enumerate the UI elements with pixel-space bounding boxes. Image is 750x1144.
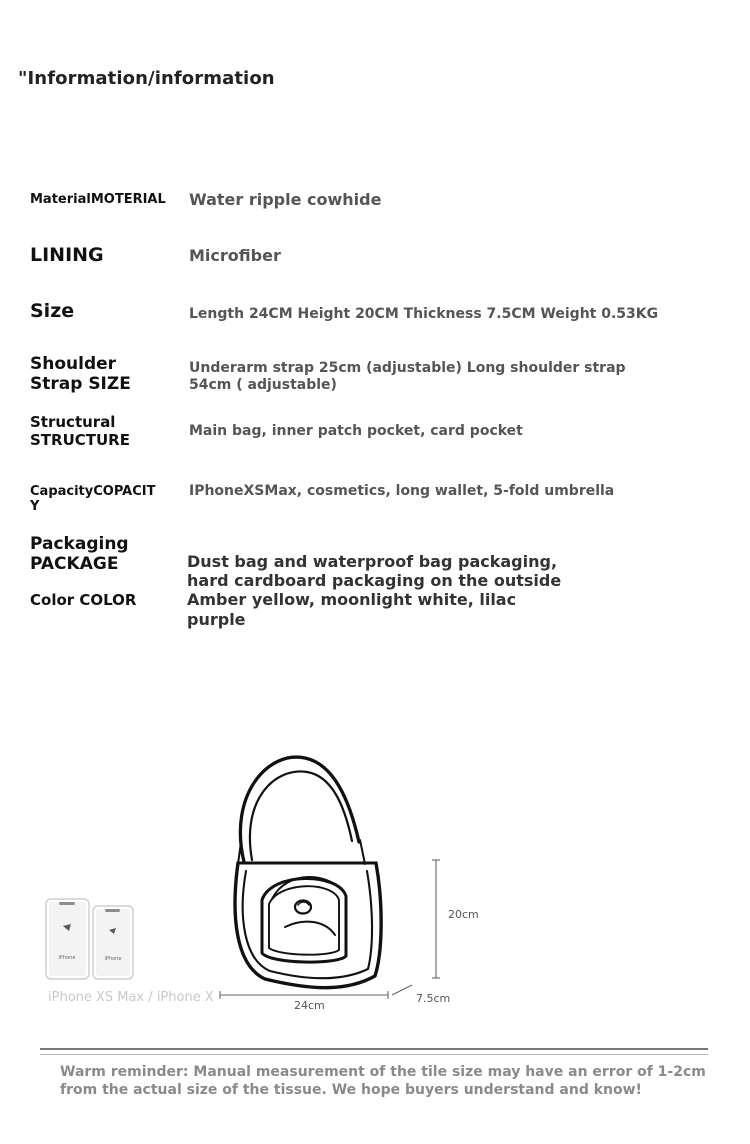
- label-strap-size: Shoulder Strap SIZE: [30, 354, 131, 395]
- value-capacity: IPhoneXSMax, cosmetics, long wallet, 5-fold umbrella: [189, 483, 615, 499]
- svg-text:iPhone: iPhone: [104, 956, 122, 962]
- value-material: Water ripple cowhide: [189, 190, 382, 209]
- label-lining: LINING: [30, 244, 104, 266]
- length-dimension-label: 24cm: [294, 999, 325, 1012]
- label-structure: Structural STRUCTURE: [30, 413, 130, 449]
- warm-reminder-note: Warm reminder: Manual measurement of the tile size may have an error of 1-2cm from the actual size of the tissue. We hope buyers understand and know!: [60, 1064, 706, 1098]
- value-package: Dust bag and waterproof bag packaging, hard cardboard packaging on the outside Amber yellow, moonlight white, lilac purple: [187, 552, 562, 629]
- phone-iphone-x-icon: [93, 906, 133, 979]
- label-capacity: CapacityCOPACIT Y: [30, 484, 156, 515]
- label-package: Packaging PACKAGE: [30, 534, 129, 575]
- divider-line-secondary: [40, 1054, 708, 1055]
- label-material: MaterialMOTERIAL: [30, 192, 166, 207]
- value-strap-size: Underarm strap 25cm (adjustable) Long shoulder strap 54cm ( adjustable): [189, 360, 626, 393]
- divider-line: [40, 1048, 708, 1050]
- value-size: Length 24CM Height 20CM Thickness 7.5CM Weight 0.53KG: [189, 306, 659, 322]
- handbag-line-drawing: [235, 757, 381, 988]
- page-title: "Information/information: [18, 68, 275, 89]
- phone-size-caption: iPhone XS Max / iPhone X: [48, 990, 214, 1005]
- label-color: Color COLOR: [30, 591, 137, 609]
- svg-text:iPhone: iPhone: [58, 955, 76, 961]
- label-size: Size: [30, 300, 75, 322]
- value-lining: Microfiber: [189, 246, 281, 265]
- value-structure: Main bag, inner patch pocket, card pocket: [189, 423, 523, 439]
- height-dimension-label: 20cm: [448, 908, 479, 921]
- thickness-dimension-label: 7.5cm: [416, 992, 451, 1005]
- phone-iphone-xs-max-icon: [46, 899, 89, 979]
